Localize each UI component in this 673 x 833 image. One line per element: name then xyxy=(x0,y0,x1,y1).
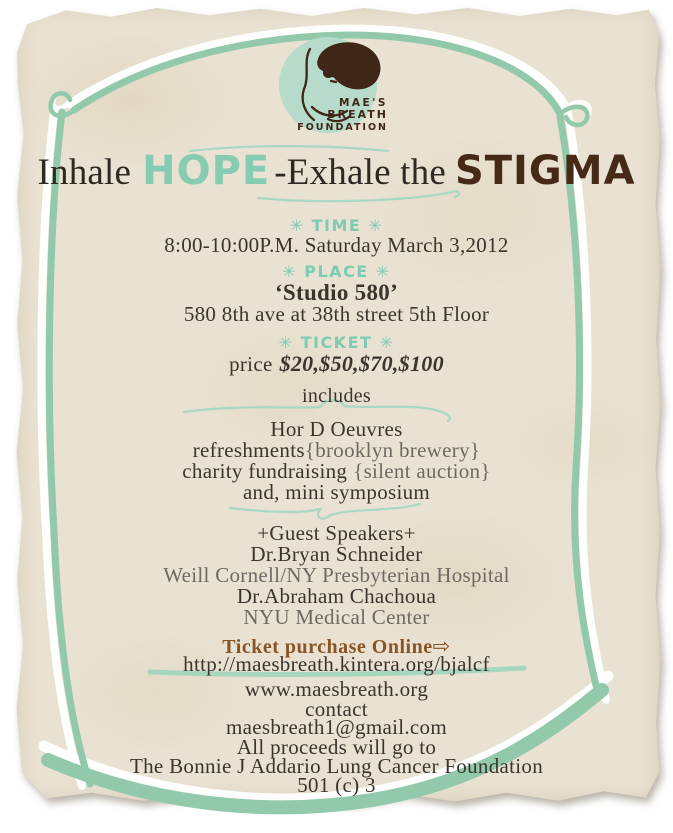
event-time: 8:00-10:00P.M. Saturday March 3,2012 xyxy=(164,233,509,257)
time-heading: ✳ TIME ✳ xyxy=(289,216,384,235)
list-item-charity xyxy=(0,460,673,482)
proceeds-line: All proceeds will go to xyxy=(236,735,437,759)
logo-text-breath: BREATH xyxy=(327,108,388,121)
price-values: $20,$50,$70,$100 xyxy=(279,351,444,376)
maes-breath-logo xyxy=(270,33,402,137)
online-label: Ticket purchase Online xyxy=(222,636,433,658)
arrow-right-icon: ⇨ xyxy=(432,634,451,658)
venue-address: 580 8th ave at 38th street 5th Floor xyxy=(183,302,490,326)
ticket-heading: ✳ TICKET ✳ xyxy=(278,333,395,352)
logo-text-maes: MAE'S xyxy=(338,97,388,109)
ticket-price xyxy=(0,352,673,375)
ticket-purchase-url: http://maesbreath.kintera.org/bjalcf xyxy=(183,652,490,676)
speaker-name: Dr.Bryan Schneider xyxy=(250,542,423,566)
title-inhale: Inhale xyxy=(37,152,132,193)
speaker-affiliation: Weill Cornell/NY Presbyterian Hospital xyxy=(163,563,510,587)
logo-text-foundation: FOUNDATION xyxy=(297,122,388,133)
list-item-refreshments xyxy=(0,439,673,461)
item-note: {brooklyn brewery} xyxy=(304,438,481,462)
guest-speakers-heading: +Guest Speakers+ xyxy=(257,521,416,545)
beneficiary-foundation: The Bonnie J Addario Lung Cancer Foundation xyxy=(130,754,543,778)
contact-email: maesbreath1@gmail.com xyxy=(226,715,447,739)
nonprofit-status: 501 (c) 3 xyxy=(297,773,376,797)
item-note: {silent auction} xyxy=(353,459,491,483)
includes-label: includes xyxy=(301,385,372,407)
website-url: www.maesbreath.org xyxy=(244,677,429,701)
contact-label: contact xyxy=(305,697,368,721)
title-exhale: -Exhale the xyxy=(274,152,446,193)
list-item-symposium: and, mini symposium xyxy=(242,480,431,504)
price-label: price xyxy=(229,352,273,376)
place-heading: ✳ PLACE ✳ xyxy=(282,262,391,281)
page-title xyxy=(0,150,673,193)
speaker-affiliation: NYU Medical Center xyxy=(243,605,430,629)
title-hope: HOPE xyxy=(142,148,271,194)
speaker-name: Dr.Abraham Chachoua xyxy=(236,584,437,608)
item-main: charity fundraising xyxy=(182,459,348,483)
list-item-hors-doeuvres: Hor D Oeuvres xyxy=(270,417,403,441)
venue-name: ‘Studio 580’ xyxy=(274,280,399,305)
title-stigma: STIGMA xyxy=(454,148,636,194)
item-main: refreshments xyxy=(192,438,305,462)
